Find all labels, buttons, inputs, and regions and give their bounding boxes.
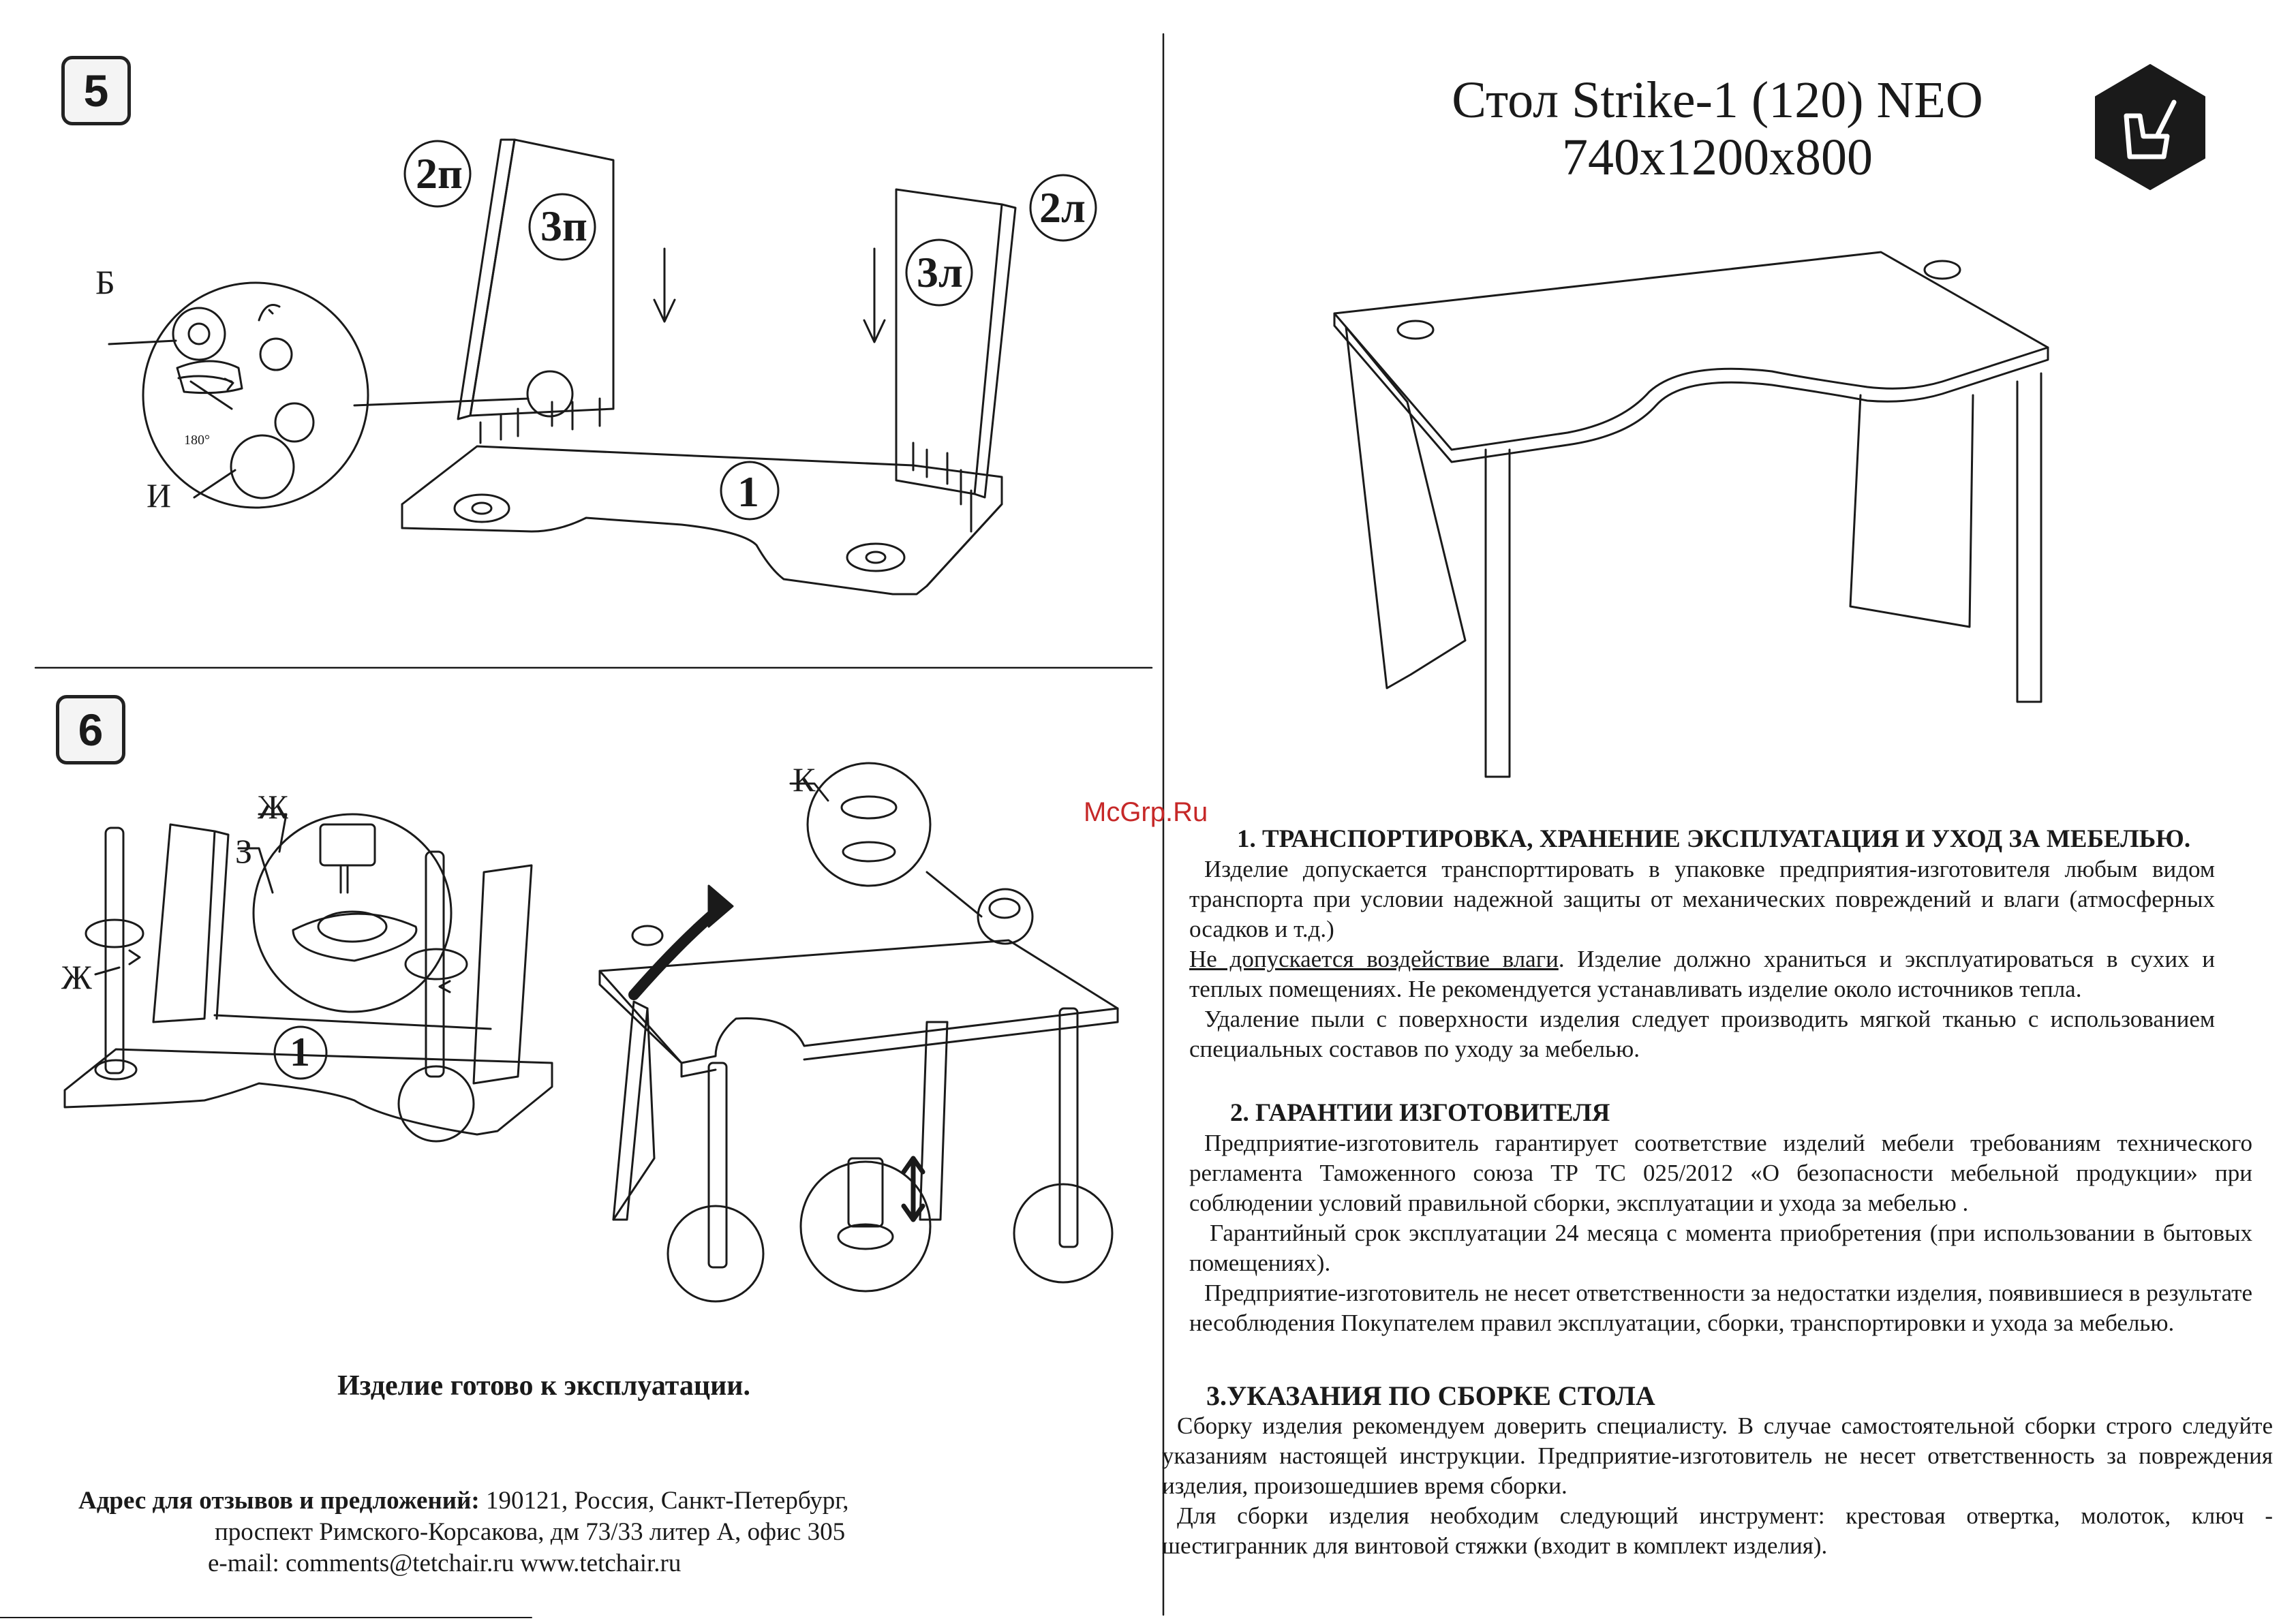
leg-panel-left (153, 824, 228, 1022)
section-2-paragraph-1: Предприятие-изготовитель гарантирует соответствие изделий мебели требованиям технического регламента Таможенного союза ТР ТС 025/2012 «О безопасности мебельной продукции» при соблюдении условий правильной сборки, эксплуатации и ухода за мебелью . (1189, 1130, 2252, 1216)
watermark: McGrp.Ru (1084, 797, 1208, 827)
metal-leg-1 (106, 828, 123, 1073)
label-b: Б (95, 263, 115, 301)
section-3-heading: 3.УКАЗАНИЯ ПО СБОРКЕ СТОЛА (1206, 1380, 1655, 1411)
address-label: Адрес для отзывов и предложений: (78, 1487, 480, 1515)
label-zh-left: Ж (61, 958, 92, 996)
metal-leg-2 (426, 852, 444, 1077)
address-line-3: e-mail: comments@tetchair.ru www.tetchair.ru (208, 1549, 682, 1577)
label-part-1-step5: 1 (737, 467, 759, 516)
label-zh-top: Ж (258, 788, 288, 826)
step6-left-drawing (65, 814, 552, 1141)
label-part-3p: 3п (540, 202, 587, 250)
section-transport (1189, 824, 2215, 1064)
detail-circle-grommet (808, 763, 930, 886)
section-2-paragraph-3: Предприятие-изготовитель не несет ответственности за недостатки изделия, появившиеся в результате несоблюдения Покупателем правил эксплуатации, сборки, транспортировки и ухода за мебелью. (1189, 1280, 2252, 1336)
step5-drawing (109, 140, 1096, 594)
assembled-leg-panel-right (920, 1022, 947, 1220)
label-180-degrees: 180° (184, 433, 210, 448)
step6-right-drawing (600, 763, 1118, 1301)
product-name: Стол Strike-1 (120) NEO (1452, 72, 1983, 129)
section-1-paragraph-3: Удаление пыли с поверхности изделия следует производить мягкой тканью с использованием специальных составов по уходу за мебелью. (1189, 1006, 2215, 1062)
assembled-leg-panel-left (613, 1002, 647, 1220)
product-tabletop (1334, 252, 2048, 450)
tabletop-assembled (600, 940, 1118, 1063)
label-part-3l: 3л (917, 248, 963, 296)
label-part-1-step6: 1 (290, 1030, 310, 1075)
ready-statement: Изделие готово к эксплуатации. (337, 1370, 750, 1402)
section-assembly (1162, 1381, 2273, 1561)
product-metal-leg-left (1486, 450, 1510, 777)
section-1-paragraph-1: Изделие допускается транспорттировать в упаковке предприятия-изготовителя любым видом транспорта при условии надежной защиты от механических повреждений и влаги (атмосферных осадков и т.д.) (1189, 856, 2215, 942)
brand-hexagon-chair-icon (2096, 65, 2205, 189)
cap-i (231, 435, 294, 498)
section-1-heading: 1. ТРАНСПОРТИРОВКА, ХРАНЕНИЕ ЭКСПЛУАТАЦИЯ И УХОД ЗА МЕБЕЛЬЮ. (1237, 825, 2191, 853)
product-table-drawing (1334, 252, 2048, 777)
product-leg-panel-left (1346, 327, 1465, 688)
leg-mount-left (455, 495, 509, 522)
section-2-heading: 2. ГАРАНТИИ ИЗГОТОВИТЕЛЯ (1230, 1099, 1610, 1127)
section-1-paragraph-2: . Изделие должно храниться и эксплуатироваться в сухих и теплых помещениях. Не рекомендуется устанавливать изделие около источников тепла. (1189, 946, 2216, 1002)
label-i: И (147, 476, 172, 514)
product-dimensions: 740x1200x800 (1562, 129, 1873, 186)
label-z: З (235, 832, 253, 870)
arrow-down-right (864, 249, 885, 342)
section-3-paragraph-2: Для сборки изделия необходим следующий инструмент: крестовая отвертка, молоток, ключ - шестигранник для винтовой стяжки (входит в комплект изделия). (1162, 1502, 2273, 1559)
detail-circle-foot-right (1014, 1184, 1112, 1282)
address-line-1: 190121, Россия, Санкт-Петербург, (485, 1487, 849, 1515)
feedback-address (78, 1485, 849, 1579)
label-part-2p: 2п (416, 149, 463, 198)
leg-panel-3l (896, 189, 1002, 494)
section-2-paragraph-2: Гарантийный срок эксплуатации 24 месяца с момента приобретения (при использовании в бытовых помещениях). (1189, 1220, 2252, 1276)
detail-circle-foot-left (668, 1206, 763, 1301)
arrow-down-left (654, 249, 675, 322)
section-3-paragraph-1: Сборку изделия рекомендуем доверить специалисту. В случае самостоятельной сборки строго следуйте указаниям настоящей инструкции. Предприятие-изготовитель не несет ответственность за повреждения изделия, произошедшиев время сборки. (1162, 1412, 2273, 1499)
leg-panel-right (474, 865, 532, 1083)
step-number-6: 6 (56, 695, 125, 764)
label-part-2l: 2л (1039, 183, 1086, 232)
address-line-2: проспект Римского-Корсакова, дм 73/33 литер А, офис 305 (215, 1518, 846, 1546)
section-warranty (1189, 1098, 2252, 1338)
detail-circle-cam-lock (143, 283, 368, 508)
leg-mount-right (847, 544, 904, 571)
product-metal-leg-right (2017, 373, 2041, 702)
step-number-5: 5 (61, 56, 131, 125)
section-1-moisture-warning: Не допускается воздействие влаги (1189, 946, 1559, 972)
label-k: К (793, 760, 816, 799)
product-title (1336, 72, 2099, 186)
product-leg-panel-right (1850, 395, 1973, 627)
